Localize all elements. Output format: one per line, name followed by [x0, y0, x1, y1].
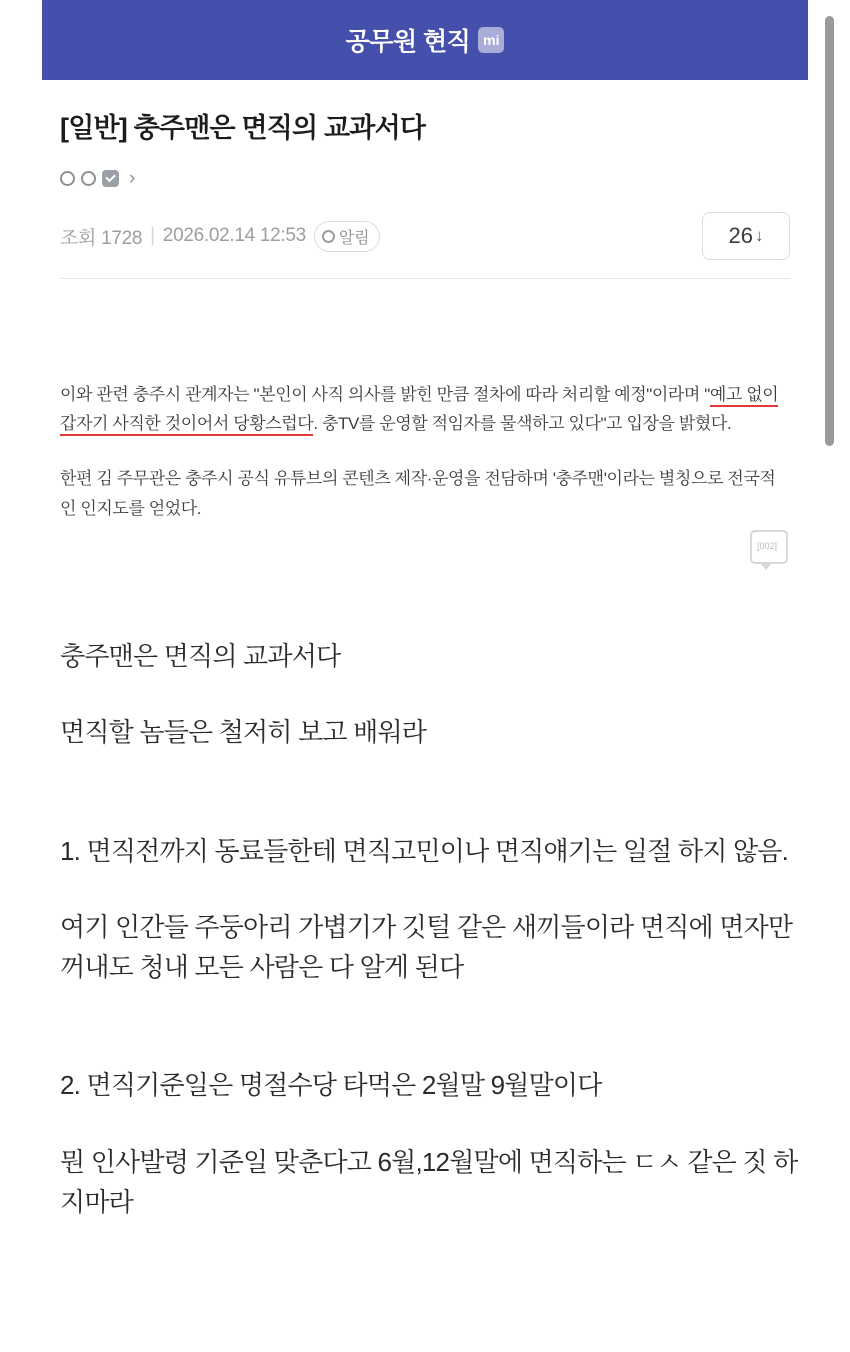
author-row[interactable] — [60, 169, 790, 188]
body-item-1: 1. 면직전까지 동료들한테 면직고민이나 면직얘기는 일절 하지 않음. — [60, 835, 789, 866]
arrow-down-icon: ↓ — [754, 226, 764, 245]
author-circle-icon — [60, 171, 75, 186]
post-meta-left — [60, 221, 380, 252]
author-circle-icon-2 — [81, 171, 96, 186]
page-scrollbar-track[interactable] — [832, 0, 842, 1352]
quote-underlined: 예고 없이 갑자기 사직한 것이어서 당황스럽다 — [60, 385, 778, 436]
quoted-paragraph-1 — [60, 380, 790, 438]
body-line-1: 충주맨은 면직의 교과서다 — [60, 641, 341, 671]
alarm-button[interactable] — [314, 221, 380, 252]
page-scrollbar-thumb[interactable] — [825, 16, 834, 446]
app-bar — [42, 0, 808, 80]
body-item-2: 2. 면직기준일은 명절수당 타먹은 2월말 9월말이다 — [60, 1070, 602, 1101]
quote-part-a: 이와 관련 충주시 관계자는 "본인이 사직 의사를 밝힌 만큼 절차에 따라 처리할 예정"이라며 " — [60, 385, 710, 404]
quote-bubble-icon — [750, 530, 788, 564]
page-left-gutter — [0, 0, 42, 1352]
quote-bubble-label: [002] — [757, 541, 778, 551]
body-line-2: 면직할 놈들은 철저히 보고 배워라 — [60, 717, 427, 748]
app-bar-title: 공무원 현직 — [345, 28, 471, 56]
body-item-2-note: 뭔 인사발령 기준일 맞춘다고 6월,12월말에 면직하는 ㄷㅅ 같은 짓 하지마라 — [60, 1146, 798, 1218]
post-body — [60, 636, 800, 1258]
bell-icon — [322, 230, 335, 243]
quoted-article — [60, 380, 790, 549]
quoted-paragraph-2: 한편 김 주무관은 충주시 공식 유튜브의 콘텐츠 제작·운영을 전담하며 '충주맨'이라는 별칭으로 전국적인 인지도를 얻었다. — [60, 469, 776, 518]
vote-button[interactable] — [702, 212, 790, 260]
quote-part-b: . 충TV를 운영할 적임자를 물색하고 있다"고 입장을 밝혔다. — [313, 414, 732, 434]
vote-count: 26 — [728, 223, 753, 248]
author-check-badge-icon — [102, 170, 119, 187]
meta-separator: | — [150, 225, 155, 246]
post-date: 2026.02.14 12:53 — [162, 225, 306, 246]
post-title: [일반] 충주맨은 면직의 교과서다 — [60, 113, 426, 143]
view-count: 조회 1728 — [60, 227, 143, 249]
mi-badge-icon: mi — [478, 27, 504, 53]
post-meta-row — [60, 212, 790, 279]
post-header — [42, 80, 808, 279]
chevron-right-icon[interactable]: › — [129, 168, 136, 189]
alarm-label: 알림 — [338, 229, 370, 247]
body-item-1-note: 여기 인간들 주둥아리 가볍기가 깃털 같은 새끼들이라 면직에 면자만 꺼내도 청내 모든 사람은 다 알게 된다 — [60, 911, 793, 983]
